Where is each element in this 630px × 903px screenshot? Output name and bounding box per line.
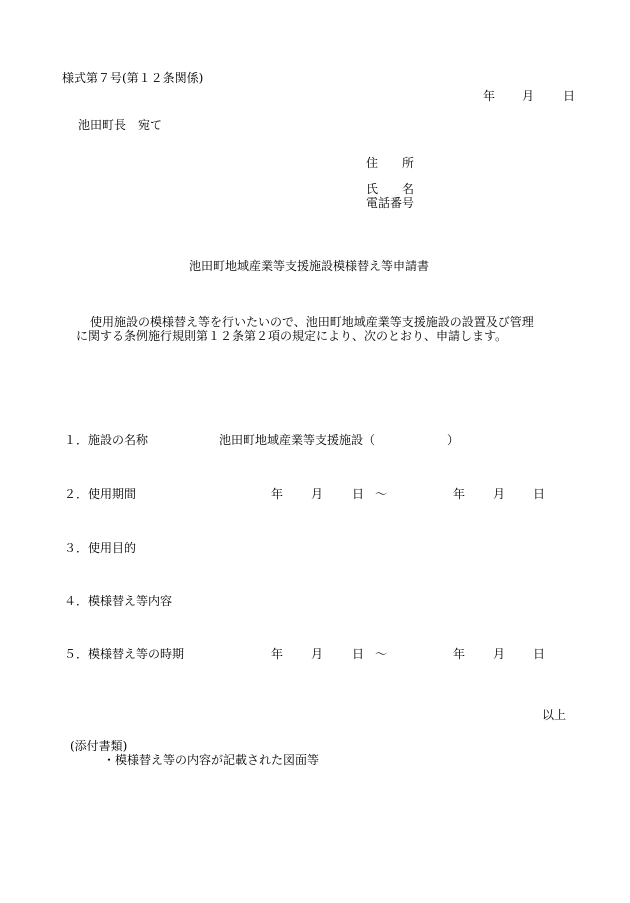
attachments-heading: (添付書類) — [70, 739, 128, 753]
period-end-month: 月 — [493, 487, 506, 501]
item-purpose-label: ３．使用目的 — [64, 541, 137, 555]
date-year: 年 — [483, 89, 496, 103]
timing-end-year: 年 — [453, 647, 466, 661]
period-start-month: 月 — [311, 487, 324, 501]
item-facility-label: １．施設の名称 — [64, 433, 149, 447]
item-purpose — [0, 540, 630, 556]
page-title: 池田町地域産業等支援施設模様替え等申請書 — [189, 259, 430, 273]
period-end-day: 日 — [533, 487, 546, 501]
addressee: 池田町長 宛て — [78, 118, 163, 132]
body-line-1: 使用施設の模様替え等を行いたいので、池田町地域産業等支援施設の設置及び管理 — [90, 315, 534, 329]
applicant-phone-label: 電話番号 — [366, 196, 415, 210]
item-timing-label: ５．模様替え等の時期 — [64, 647, 185, 661]
applicant-address-label: 住 所 — [366, 156, 415, 170]
item-content — [0, 593, 630, 609]
item-timing — [0, 646, 630, 662]
timing-start-day: 日 — [352, 647, 365, 661]
timing-start-year: 年 — [271, 647, 284, 661]
form-number: 様式第７号(第１２条関係) — [62, 71, 204, 85]
timing-end-day: 日 — [533, 647, 546, 661]
period-tilde: ～ — [375, 487, 388, 501]
date-day: 日 — [563, 89, 576, 103]
timing-tilde: ～ — [375, 647, 388, 661]
period-end-year: 年 — [453, 487, 466, 501]
attachments-item: ・模様替え等の内容が記載された図面等 — [103, 753, 320, 767]
item-facility-value: 池田町地域産業等支援施設（ ） — [219, 433, 460, 447]
closing: 以上 — [542, 708, 567, 722]
period-start-year: 年 — [271, 487, 284, 501]
item-facility — [0, 432, 630, 448]
date-line — [0, 88, 630, 104]
item-period — [0, 486, 630, 502]
item-period-label: ２．使用期間 — [64, 487, 137, 501]
timing-end-month: 月 — [493, 647, 506, 661]
timing-start-month: 月 — [311, 647, 324, 661]
period-start-day: 日 — [352, 487, 365, 501]
date-month: 月 — [522, 89, 535, 103]
applicant-name-label: 氏 名 — [366, 182, 415, 196]
item-content-label: ４．模様替え等内容 — [64, 594, 173, 608]
body-line-2: に関する条例施行規則第１２条第２項の規定により、次のとおり、申請します。 — [76, 329, 508, 343]
